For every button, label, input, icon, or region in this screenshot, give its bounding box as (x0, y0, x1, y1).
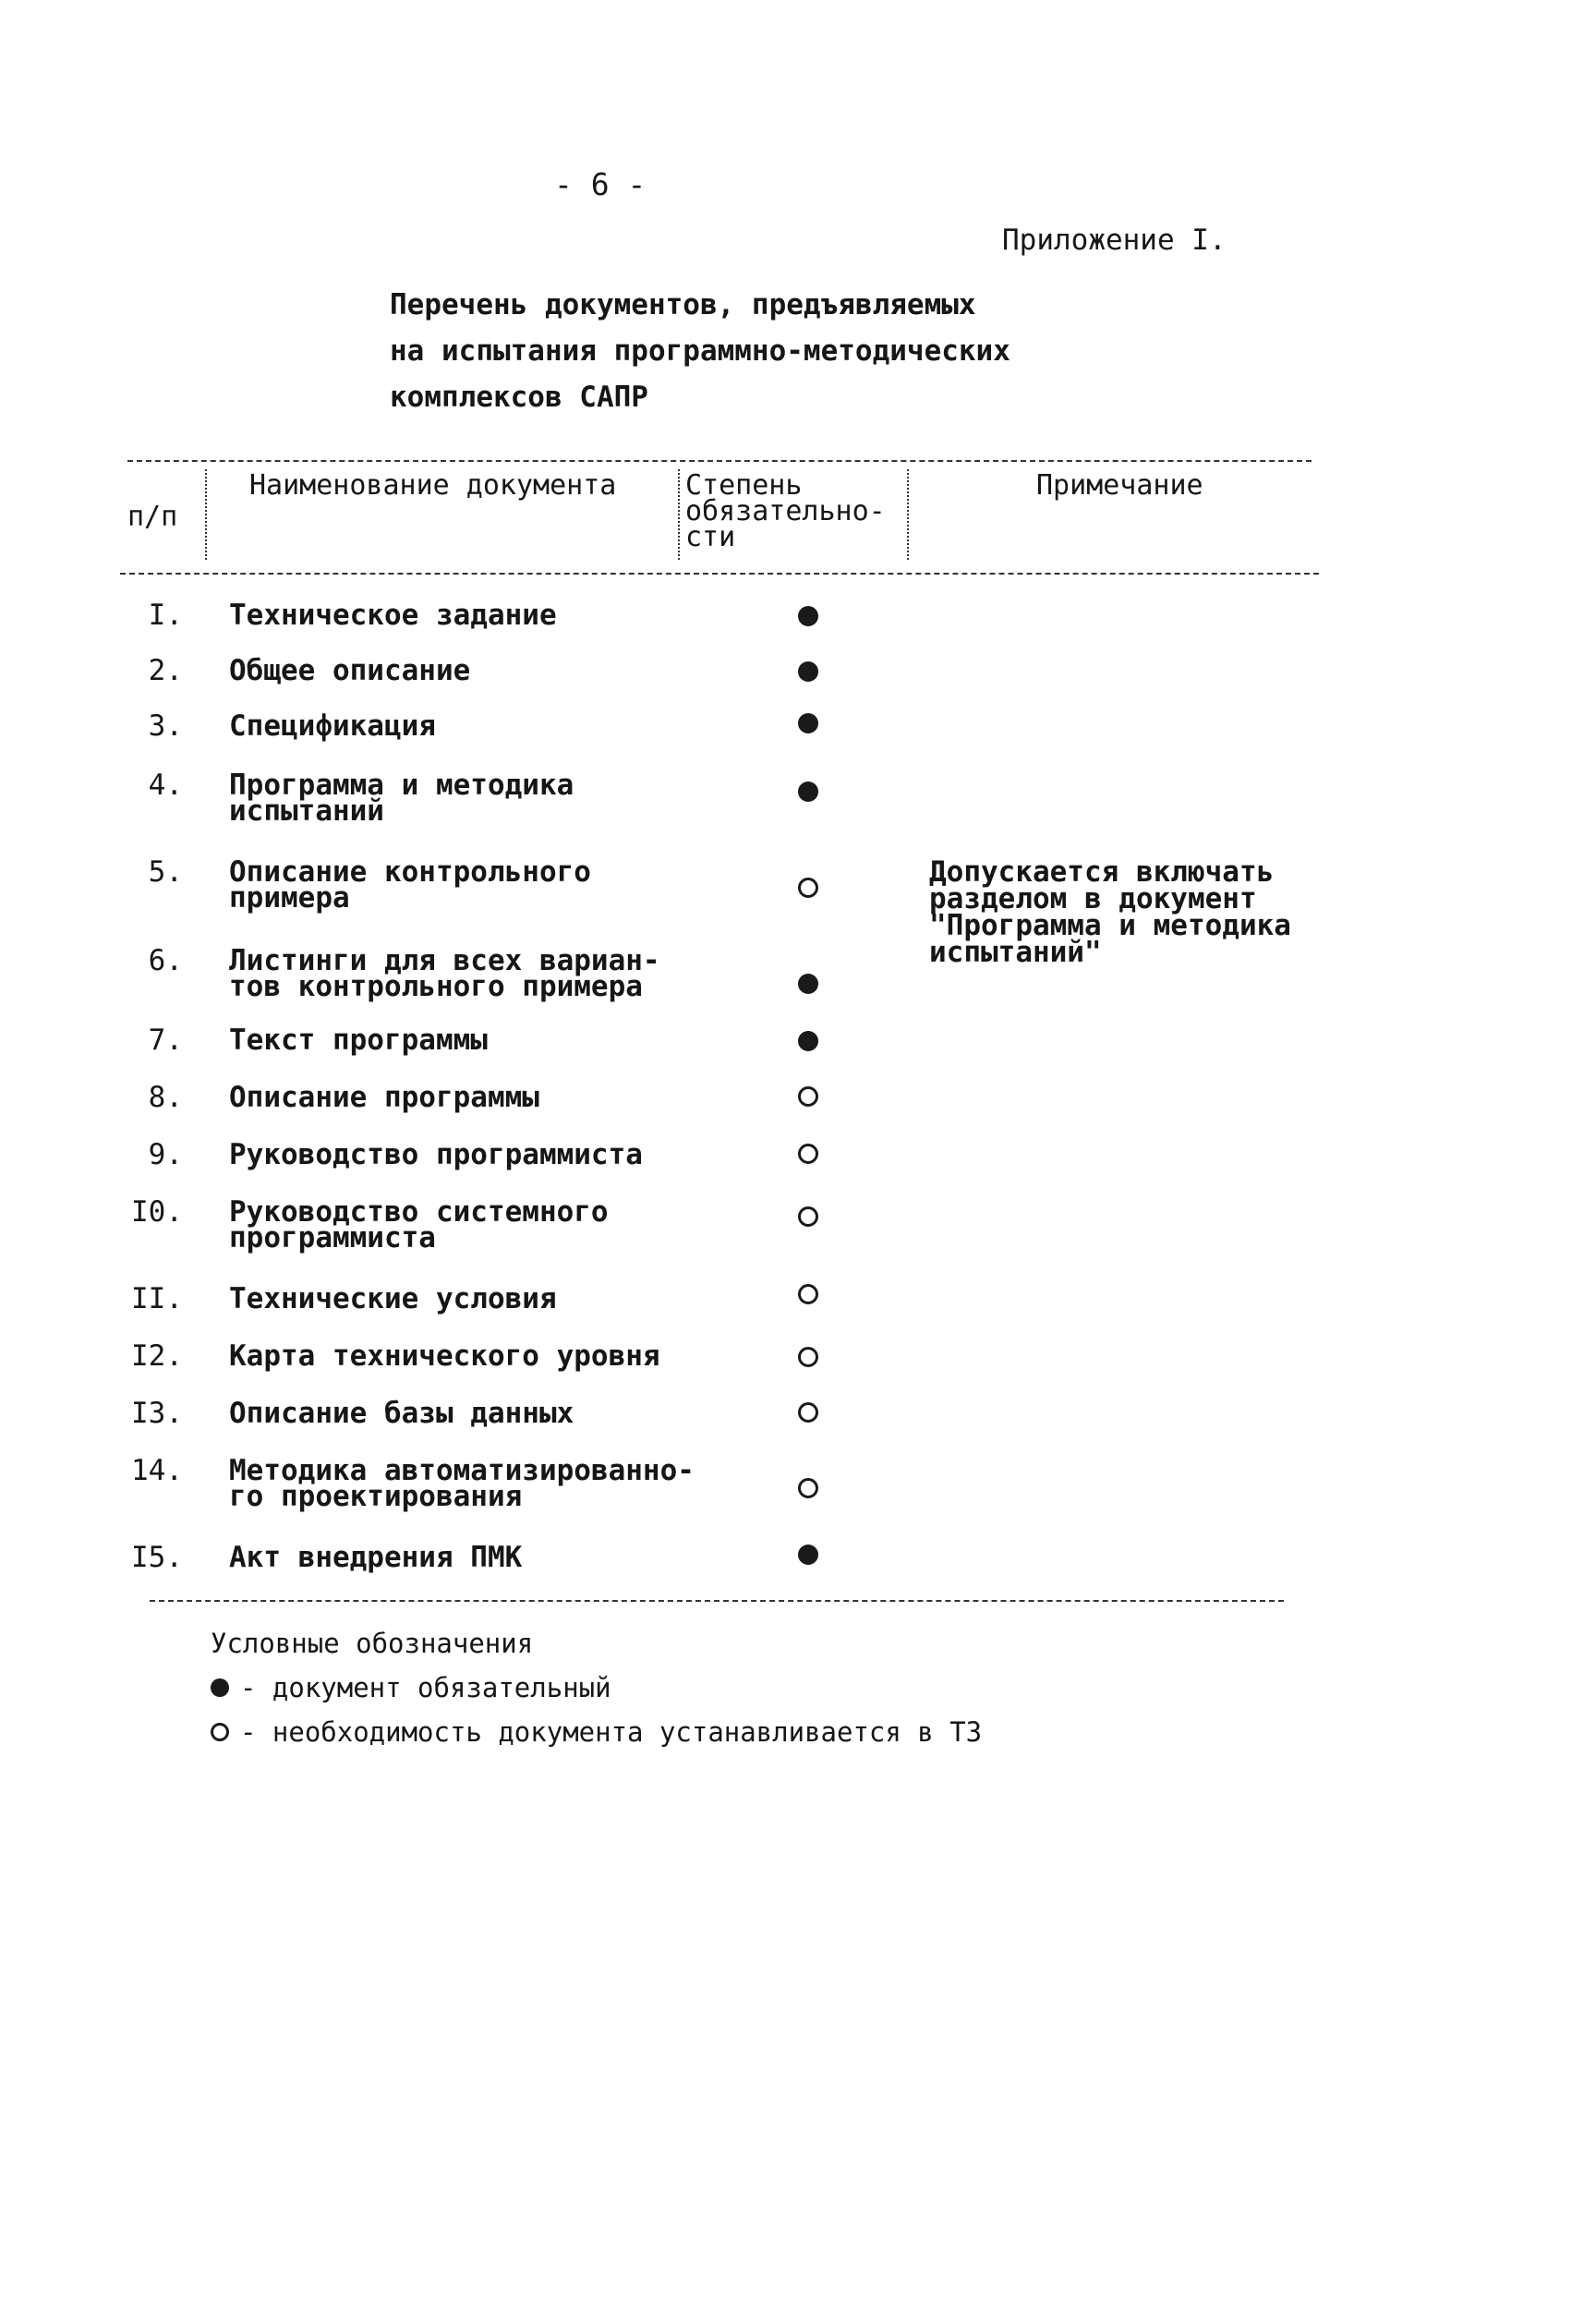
note-text: Допускается включать разделом в документ "Программа и методика испытаний" (929, 855, 1291, 969)
optional-mark-icon (798, 1144, 818, 1164)
header-document-name: Наименование документа (249, 469, 617, 502)
row-number: 7. (148, 1024, 183, 1057)
row-number: II. (131, 1282, 183, 1315)
document-name: Листинги для всех вариан- тов контрольного примера (229, 944, 660, 1003)
optional-mark-icon (798, 1206, 818, 1227)
document-name: Спецификация (229, 709, 436, 743)
document-title: Перечень документов, предъявляемых на испытания программно-методических комплексов САПР (390, 288, 1010, 414)
required-mark-icon (798, 713, 818, 733)
row-number: 8. (148, 1081, 183, 1114)
document-name: Руководство системного программиста (229, 1195, 609, 1254)
row-number: 4. (148, 769, 183, 802)
row-number: I0. (131, 1195, 183, 1229)
required-mark-icon (798, 1545, 818, 1565)
header-note: Примечание (1036, 469, 1203, 502)
required-mark-icon (798, 781, 818, 802)
page-number: - 6 - (554, 166, 647, 202)
table-top-rule (127, 460, 1312, 462)
header-separator (205, 469, 207, 560)
legend-title: Условные обозначения (211, 1628, 534, 1659)
row-number: I3. (131, 1397, 183, 1430)
row-number: 9. (148, 1138, 183, 1171)
row-number: I. (148, 599, 183, 632)
row-number: I2. (131, 1339, 183, 1373)
header-separator (907, 469, 909, 560)
document-name: Руководство программиста (229, 1138, 643, 1171)
document-name: Текст программы (229, 1024, 488, 1057)
document-name: Акт внедрения ПМК (229, 1541, 523, 1574)
required-mark-icon (798, 974, 818, 994)
header-degree: Степень обязательно- сти (685, 469, 886, 553)
document-name: Общее описание (229, 654, 471, 687)
appendix-label: Приложение I. (1002, 224, 1227, 257)
optional-mark-icon (798, 1478, 818, 1498)
required-mark-icon (798, 661, 818, 682)
document-name: Техническое задание (229, 599, 557, 632)
row-number: 14. (131, 1454, 183, 1487)
optional-mark-icon (798, 878, 818, 898)
row-number: 3. (148, 709, 183, 743)
row-number: 6. (148, 944, 183, 977)
hollow-circle-icon (211, 1723, 229, 1741)
table-bottom-rule (150, 1600, 1284, 1602)
required-mark-icon (798, 1031, 818, 1051)
optional-mark-icon (798, 1347, 818, 1367)
optional-mark-icon (798, 1284, 818, 1304)
optional-mark-icon (798, 1402, 818, 1423)
document-name: Описание контрольного примера (229, 855, 591, 915)
document-name: Методика автоматизированно- го проектирования (229, 1454, 695, 1513)
legend-optional (211, 1716, 982, 1748)
row-number: I5. (131, 1541, 183, 1574)
row-number: 5. (148, 855, 183, 889)
legend-optional-text: - необходимость документа устанавливается в ТЗ (240, 1716, 983, 1748)
header-number: п/п (127, 501, 178, 533)
legend-required (211, 1672, 611, 1703)
required-mark-icon (798, 606, 818, 626)
header-separator (678, 469, 680, 560)
document-name: Карта технического уровня (229, 1339, 660, 1373)
legend-required-text: - документ обязательный (240, 1672, 611, 1703)
row-number: 2. (148, 654, 183, 687)
document-name: Описание базы данных (229, 1397, 574, 1430)
document-name: Описание программы (229, 1081, 539, 1114)
document-name: Технические условия (229, 1282, 557, 1315)
filled-circle-icon (211, 1678, 229, 1697)
table-header-rule (120, 573, 1319, 575)
optional-mark-icon (798, 1086, 818, 1107)
document-name: Программа и методика испытаний (229, 769, 574, 828)
